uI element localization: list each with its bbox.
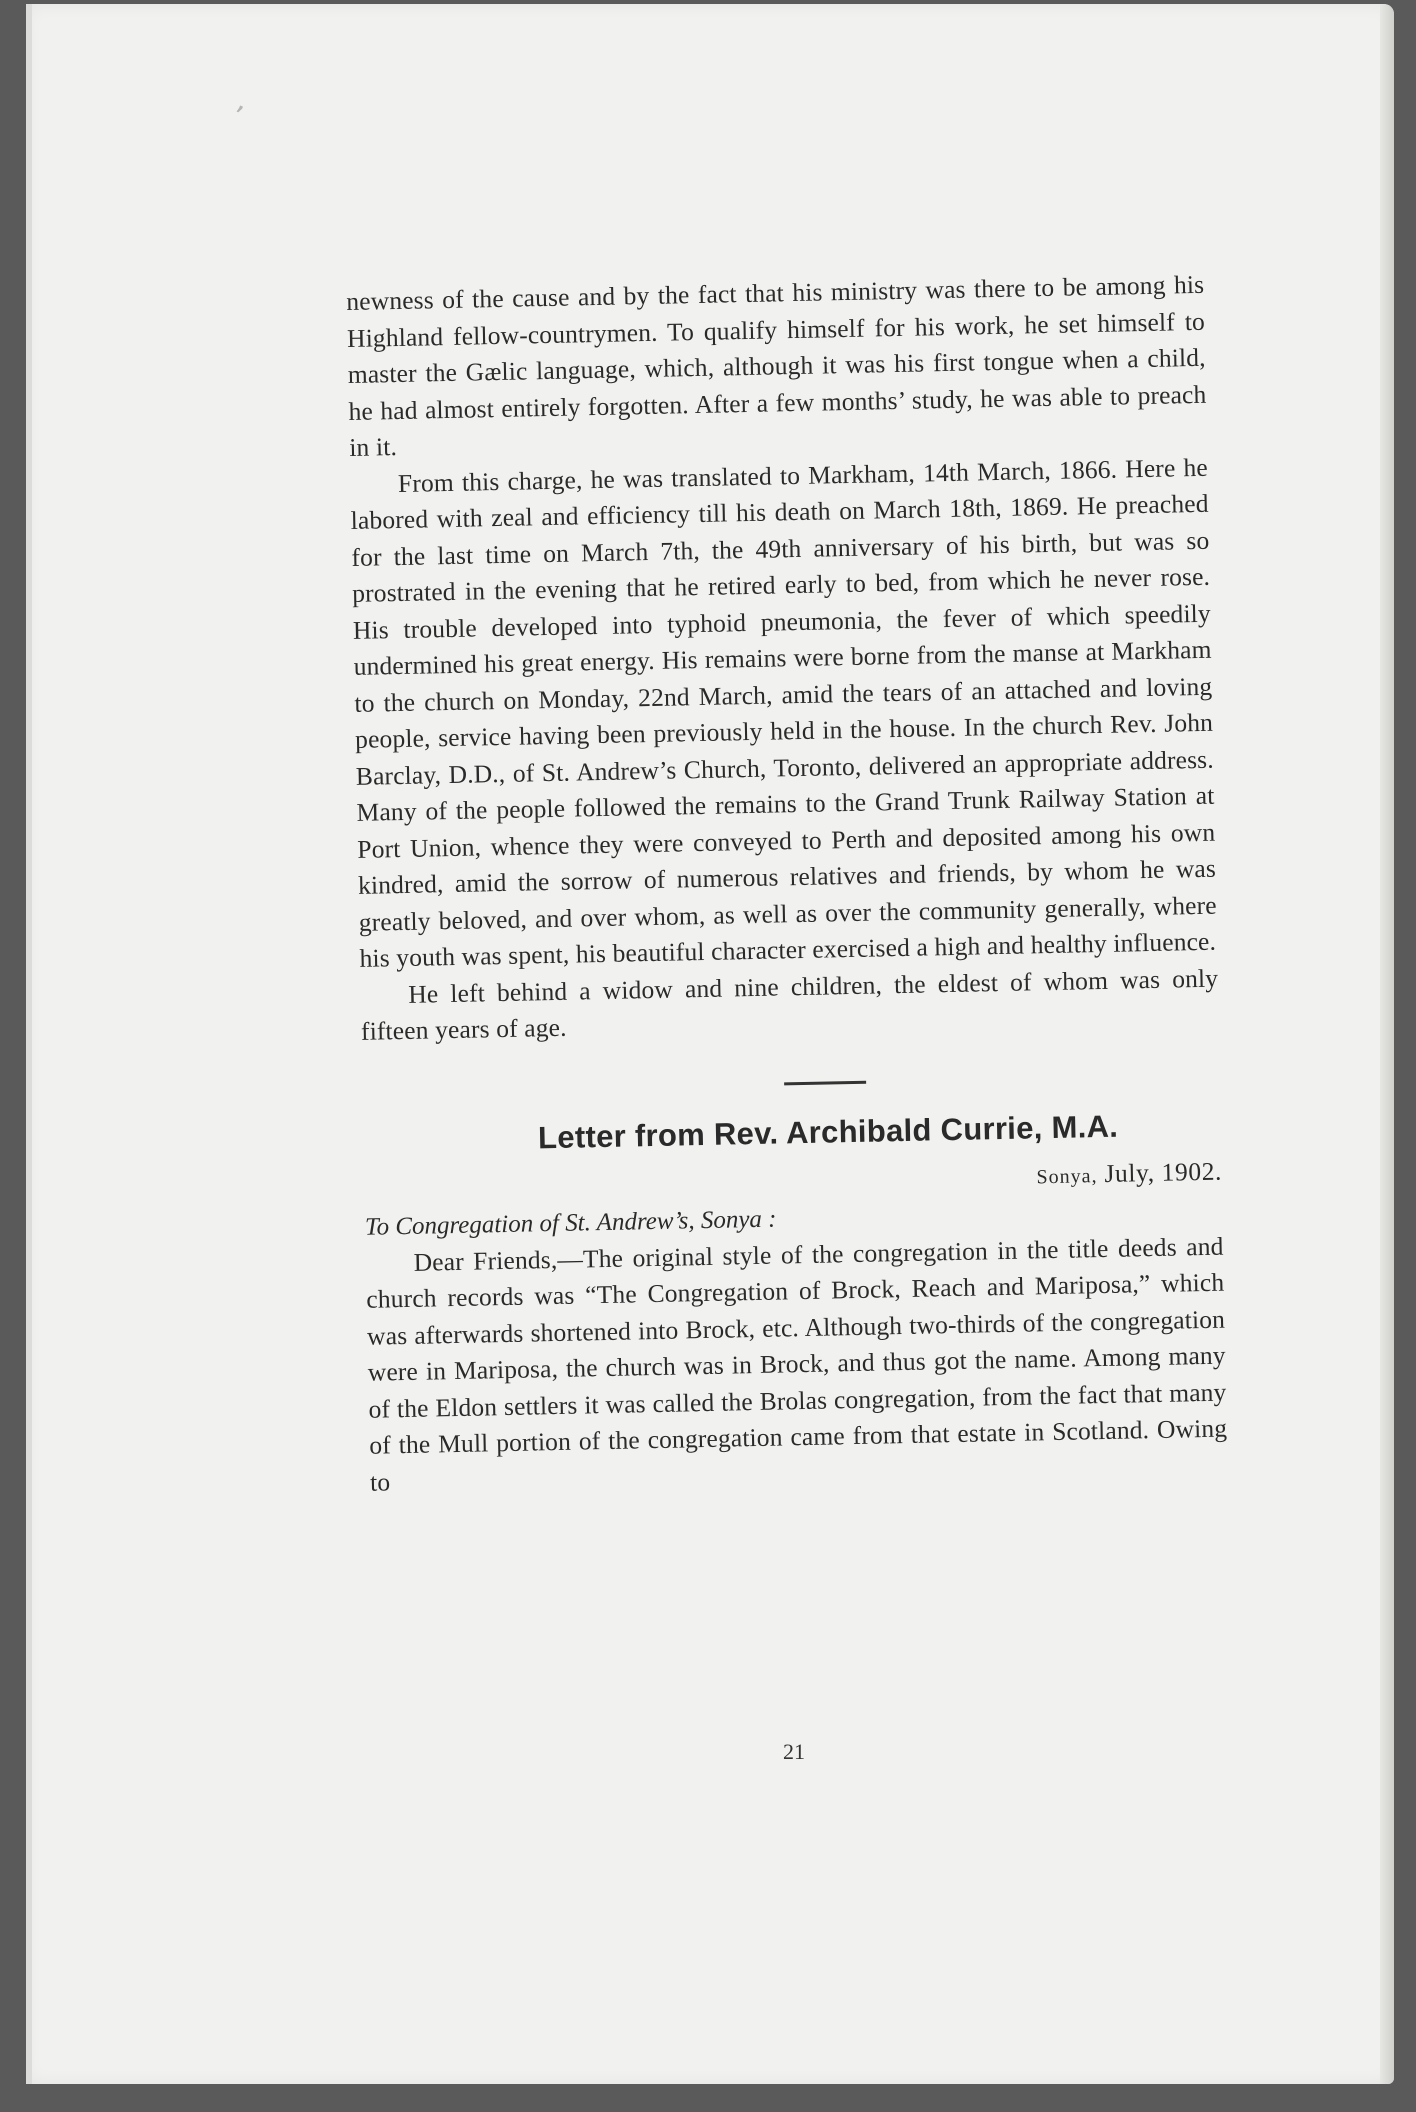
page-number: 21 xyxy=(783,1739,805,1764)
letter-heading: Letter from Rev. Archibald Currie, M.A. xyxy=(537,1108,1119,1155)
page-text-block xyxy=(346,267,1228,1501)
dateline-place: Sonya, xyxy=(1036,1164,1098,1188)
section-divider xyxy=(784,1080,866,1085)
letter-body: Dear Friends,—The original style of the congregation in the title deeds and church records was “The Congregation of Brock, Reach and Mariposa,” which was afterwards shortened into Brock, etc. Although two-thirds of the congregation were in Mariposa, the church was in Brock, and thus got the name. Among many of the Eldon settlers it was called the Brolas congregation, from the fact that many of the Mull portion of the congregation came from that estate in Scotland. Owing to xyxy=(366,1231,1228,1497)
dateline-date: July, 1902. xyxy=(1104,1156,1223,1188)
paragraph-continued: newness of the cause and by the fact that his ministry was there to be among his Highland fellow-countrymen. To qualify himself for his work, he set himself to master the Gælic language, which, although it was his first tongue when a child, he had almost entirely forgotten. After a few months’ study, he was able to preach in it. xyxy=(346,269,1207,462)
paragraph-markham: From this charge, he was translated to Markham, 14th March, 1866. Here he labored with zeal and efficiency till his death on March 18th, 1869. He preached for the last time on March 7th, the 49th anniversary of his birth, but was so prostrated in the evening that he retired early to bed, from which he never rose. His trouble developed into typhoid pneumonia, the fever of which speedily undermined his great energy. His remains were borne from the manse at Markham to the church on Monday, 22nd March, amid the tears of an attached and loving people, service having been previously held in the house. In the church Rev. John Barclay, D.D., of St. Andrew’s Church, Toronto, delivered an appropriate address. Many of the people followed the remains to the Grand Trunk Railway Station at Port Union, whence they were conveyed to Perth and deposited among his own kindred, amid the sorrow of numerous relatives and friends, by whom he was greatly beloved, and over whom, as well as over the community generally, where his youth was spent, his beautiful character exercised a high and healthy influence. xyxy=(350,452,1217,973)
letter-dateline xyxy=(364,1156,1222,1203)
paragraph-widow: He left behind a widow and nine children, the eldest of whom was only fifteen years of age. xyxy=(360,963,1219,1046)
page-fore-edge xyxy=(1380,4,1394,2084)
letter-salutation: To Congregation of St. Andrew’s, Sonya : xyxy=(364,1205,777,1241)
book-page xyxy=(26,4,1394,2084)
page-gutter-edge xyxy=(26,4,32,2084)
scan-speck: ʼ xyxy=(226,99,248,136)
